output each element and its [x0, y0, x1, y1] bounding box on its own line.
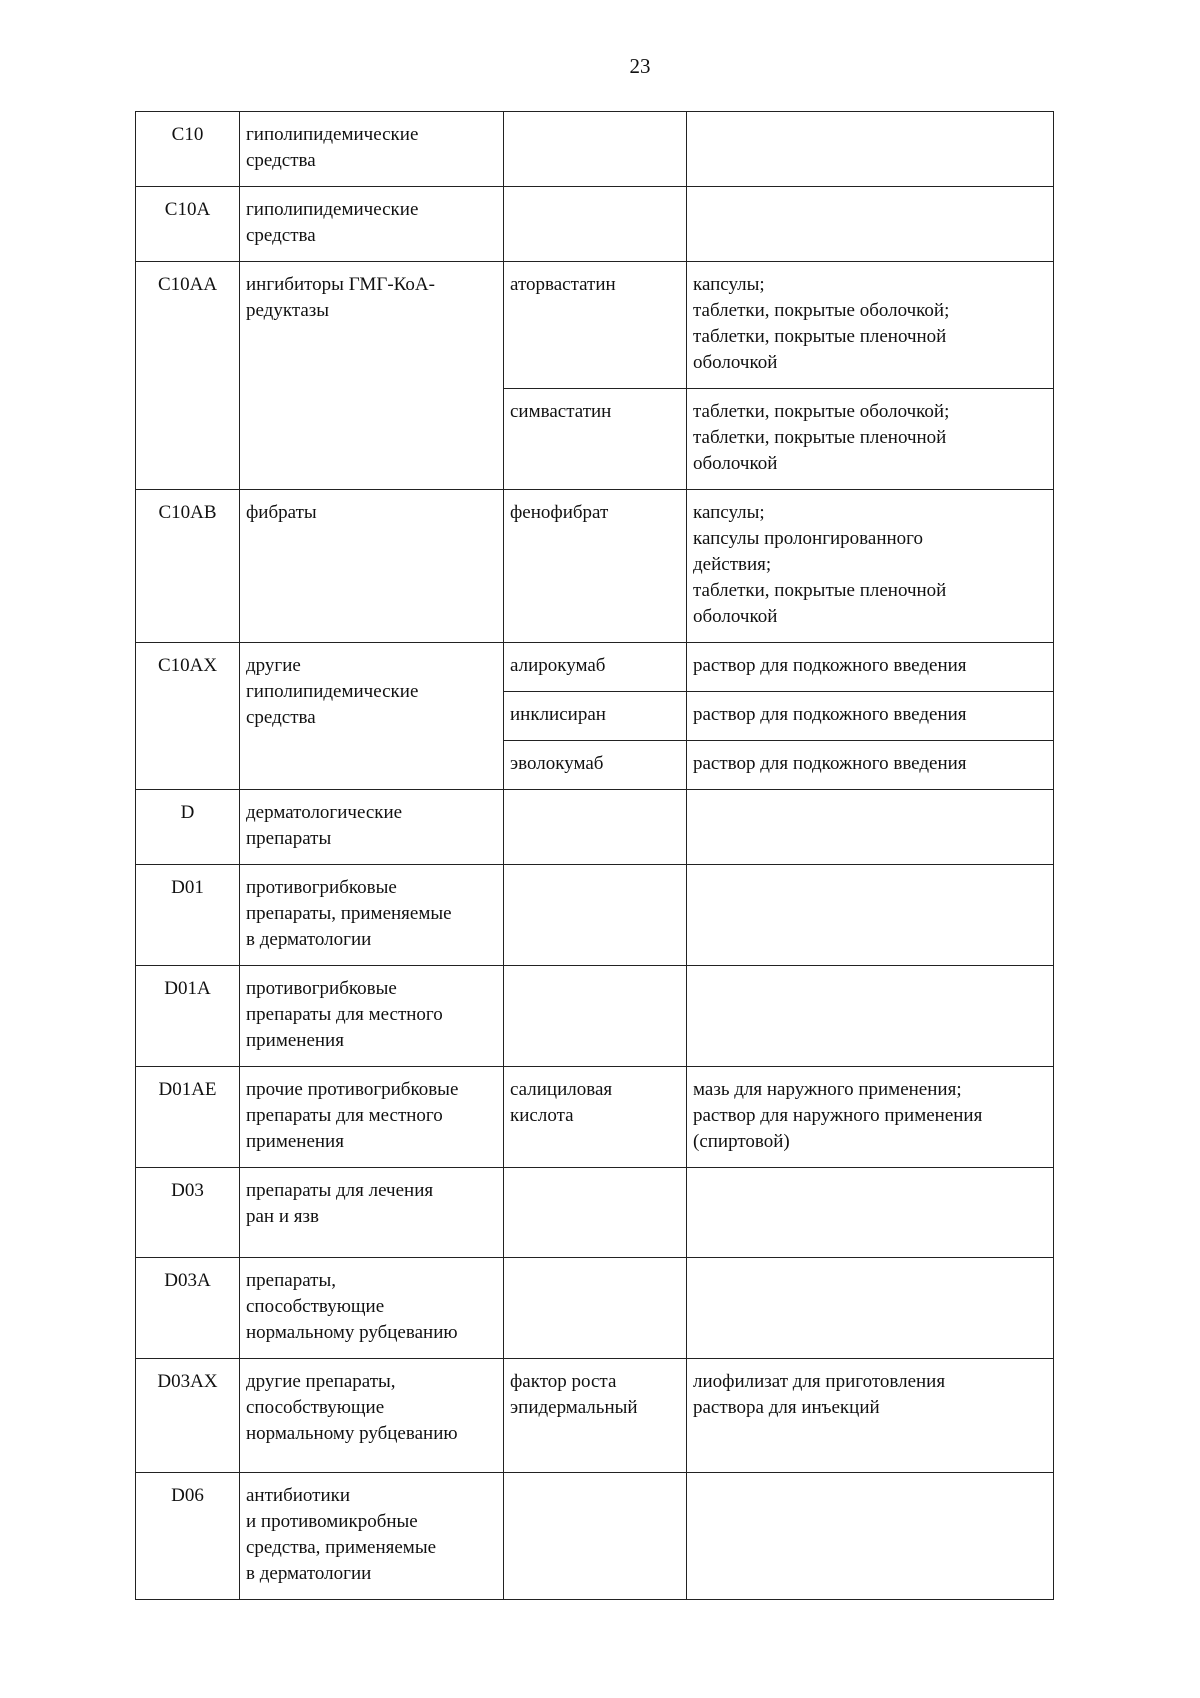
atc-table-body: [136, 112, 1054, 1600]
table-row: [136, 966, 1054, 1067]
atc-code-cell: C10AB: [136, 490, 240, 643]
anatomical-group-cell: прочие противогрибковые препараты для местного применения: [240, 1067, 504, 1168]
page-number: 23: [629, 54, 651, 78]
substance-cell: [504, 112, 687, 187]
atc-code-cell: D01: [136, 865, 240, 966]
anatomical-group-cell: дерматологические препараты: [240, 790, 504, 865]
dosage-form-cell: раствор для подкожного введения: [687, 741, 1054, 790]
dosage-form-cell: [687, 790, 1054, 865]
substance-cell: фенофибрат: [504, 490, 687, 643]
substance-cell: [504, 187, 687, 262]
anatomical-group-cell: гиполипидемические средства: [240, 112, 504, 187]
anatomical-group-cell: противогрибковые препараты для местного применения: [240, 966, 504, 1067]
table-row: [136, 1168, 1054, 1258]
substance-cell: инклисиран: [504, 692, 687, 741]
substance-cell: салициловая кислота: [504, 1067, 687, 1168]
table-row: [136, 1067, 1054, 1168]
table-row: [136, 643, 1054, 692]
dosage-form-cell: капсулы; таблетки, покрытые оболочкой; таблетки, покрытые пленочной оболочкой: [687, 262, 1054, 389]
dosage-form-cell: раствор для подкожного введения: [687, 643, 1054, 692]
atc-code-cell: D03AX: [136, 1359, 240, 1473]
atc-code-cell: D01AE: [136, 1067, 240, 1168]
anatomical-group-cell: фибраты: [240, 490, 504, 643]
substance-cell: [504, 1258, 687, 1359]
anatomical-group-cell: противогрибковые препараты, применяемые в дерматологии: [240, 865, 504, 966]
atc-code-cell: C10: [136, 112, 240, 187]
substance-cell: [504, 790, 687, 865]
table-row: [136, 790, 1054, 865]
table-row: [136, 112, 1054, 187]
anatomical-group-cell: антибиотики и противомикробные средства, применяемые в дерматологии: [240, 1473, 504, 1600]
substance-cell: аторвастатин: [504, 262, 687, 389]
dosage-form-cell: [687, 1168, 1054, 1258]
dosage-form-cell: [687, 865, 1054, 966]
atc-code-cell: C10AA: [136, 262, 240, 490]
atc-code-cell: C10A: [136, 187, 240, 262]
substance-cell: фактор роста эпидермальный: [504, 1359, 687, 1473]
dosage-form-cell: таблетки, покрытые оболочкой; таблетки, покрытые пленочной оболочкой: [687, 389, 1054, 490]
table-row: [136, 1359, 1054, 1473]
anatomical-group-cell: препараты для лечения ран и язв: [240, 1168, 504, 1258]
table-row: [136, 490, 1054, 643]
atc-code-cell: D06: [136, 1473, 240, 1600]
substance-cell: [504, 1473, 687, 1600]
atc-code-cell: D03A: [136, 1258, 240, 1359]
atc-code-cell: D: [136, 790, 240, 865]
substance-cell: [504, 1168, 687, 1258]
atc-code-cell: D03: [136, 1168, 240, 1258]
anatomical-group-cell: другие препараты, способствующие нормальному рубцеванию: [240, 1359, 504, 1473]
anatomical-group-cell: препараты, способствующие нормальному рубцеванию: [240, 1258, 504, 1359]
dosage-form-cell: раствор для подкожного введения: [687, 692, 1054, 741]
anatomical-group-cell: гиполипидемические средства: [240, 187, 504, 262]
anatomical-group-cell: ингибиторы ГМГ-КоА- редуктазы: [240, 262, 504, 490]
dosage-form-cell: [687, 1258, 1054, 1359]
table-row: [136, 865, 1054, 966]
table-row: [136, 187, 1054, 262]
table-row: [136, 262, 1054, 389]
atc-drug-table: [135, 111, 1054, 1600]
dosage-form-cell: мазь для наружного применения; раствор для наружного применения (спиртовой): [687, 1067, 1054, 1168]
substance-cell: алирокумаб: [504, 643, 687, 692]
dosage-form-cell: капсулы; капсулы пролонгированного действия; таблетки, покрытые пленочной оболочкой: [687, 490, 1054, 643]
atc-code-cell: C10AX: [136, 643, 240, 790]
anatomical-group-cell: другие гиполипидемические средства: [240, 643, 504, 790]
dosage-form-cell: [687, 966, 1054, 1067]
dosage-form-cell: [687, 1473, 1054, 1600]
table-row: [136, 1473, 1054, 1600]
substance-cell: эволокумаб: [504, 741, 687, 790]
substance-cell: [504, 966, 687, 1067]
dosage-form-cell: лиофилизат для приготовления раствора для инъекций: [687, 1359, 1054, 1473]
atc-code-cell: D01A: [136, 966, 240, 1067]
dosage-form-cell: [687, 112, 1054, 187]
dosage-form-cell: [687, 187, 1054, 262]
substance-cell: симвастатин: [504, 389, 687, 490]
substance-cell: [504, 865, 687, 966]
table-row: [136, 1258, 1054, 1359]
